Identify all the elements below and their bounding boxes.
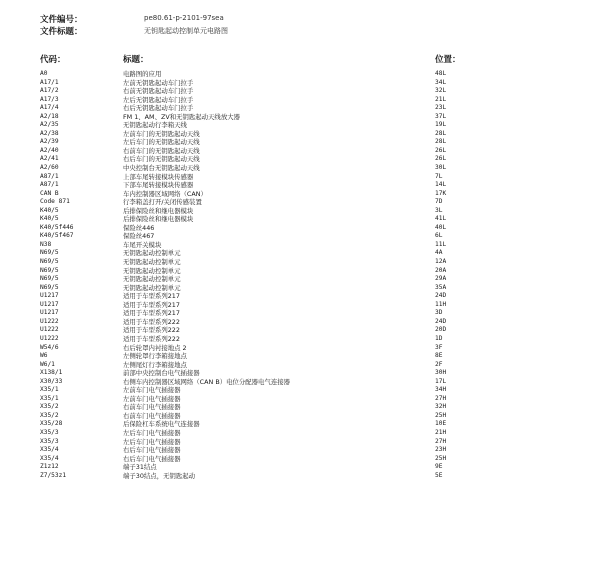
component-code: A87/1: [40, 172, 59, 180]
component-title: 左后无钥匙起动车门拉手: [123, 95, 194, 104]
component-code: N69/5: [40, 283, 59, 291]
component-position: 17K: [435, 189, 447, 197]
component-position: 35A: [435, 283, 447, 291]
component-title: 右后车门电气插接器: [123, 454, 181, 463]
table-row: [0, 395, 601, 404]
component-code: X30/33: [40, 377, 63, 385]
component-title: 左前车门电气插接器: [123, 386, 181, 395]
component-position: 11H: [435, 300, 447, 308]
table-row: [0, 386, 601, 395]
component-title: 左侧尾灯行李箱接地点: [123, 360, 187, 369]
component-position: 6L: [435, 232, 443, 240]
component-list: [0, 70, 601, 480]
component-position: 26L: [435, 155, 447, 163]
component-title: FM 1、AM、ZV和无钥匙起动天线放大器: [123, 112, 240, 121]
component-position: 34L: [435, 78, 447, 86]
component-code: X35/2: [40, 411, 59, 419]
component-position: 25H: [435, 411, 447, 419]
table-row: [0, 104, 601, 113]
component-position: 21H: [435, 428, 447, 436]
component-position: 32L: [435, 87, 447, 95]
doc-title-value: 无钥匙起动控制单元电路图: [144, 27, 228, 35]
table-row: [0, 284, 601, 293]
component-code: W6/1: [40, 360, 55, 368]
component-title: 右后车门的无钥匙起动天线: [123, 155, 200, 164]
table-row: [0, 412, 601, 421]
component-position: 3L: [435, 206, 443, 214]
component-position: 27H: [435, 437, 447, 445]
doc-number-value: pe80.61-p-2101-97sea: [144, 14, 224, 22]
component-code: A17/3: [40, 95, 59, 103]
table-row: [0, 335, 601, 344]
component-title: 右前车门电气插接器: [123, 403, 181, 412]
component-code: U1222: [40, 317, 59, 325]
table-row: [0, 344, 601, 353]
component-code: K40/5: [40, 206, 59, 214]
component-position: 1D: [435, 334, 443, 342]
component-code: U1217: [40, 292, 59, 300]
table-row: [0, 275, 601, 284]
component-title: 无钥匙起动行李箱天线: [123, 121, 187, 130]
component-title: 无钥匙起动控制单元: [123, 249, 181, 258]
table-row: [0, 455, 601, 464]
component-code: X35/3: [40, 428, 59, 436]
component-code: N69/5: [40, 275, 59, 283]
component-position: 30L: [435, 164, 447, 172]
component-title: 无钥匙起动控制单元: [123, 258, 181, 267]
component-title: 右后车门电气插接器: [123, 446, 181, 455]
doc-title-label: 文件标题：: [40, 27, 83, 37]
component-title: 右前车门电气插接器: [123, 411, 181, 420]
component-title: 端子30结点，无钥匙起动: [123, 471, 196, 480]
component-position: 40L: [435, 223, 447, 231]
component-code: Z1z12: [40, 463, 59, 471]
component-position: 3F: [435, 343, 443, 351]
component-title: 中央控制台无钥匙起动天线: [123, 164, 200, 173]
table-row: [0, 326, 601, 335]
component-position: 30H: [435, 369, 447, 377]
table-row: [0, 267, 601, 276]
component-title: 右前车门的无钥匙起动天线: [123, 146, 200, 155]
component-position: 27H: [435, 394, 447, 402]
component-code: N69/5: [40, 258, 59, 266]
component-position: 9E: [435, 463, 443, 471]
component-position: 24D: [435, 292, 447, 300]
component-code: X35/2: [40, 403, 59, 411]
component-title: 适用于车型系列217: [123, 300, 180, 309]
table-row: [0, 155, 601, 164]
component-code: K40/5f467: [40, 232, 74, 240]
table-row: [0, 224, 601, 233]
component-code: X35/28: [40, 420, 63, 428]
component-position: 20A: [435, 266, 447, 274]
component-title: 无钥匙起动控制单元: [123, 266, 181, 275]
table-row: [0, 241, 601, 250]
component-position: 11L: [435, 240, 447, 248]
component-title: 后排保险丝和继电器模块: [123, 215, 194, 224]
table-row: [0, 96, 601, 105]
table-row: [0, 472, 601, 481]
column-header-title: 标题：: [123, 55, 149, 65]
component-code: W6: [40, 352, 48, 360]
component-code: A2/35: [40, 121, 59, 129]
component-title: 左前车门的无钥匙起动天线: [123, 129, 200, 138]
table-row: [0, 318, 601, 327]
component-code: U1222: [40, 334, 59, 342]
component-position: 28L: [435, 138, 447, 146]
component-code: K40/5: [40, 215, 59, 223]
component-code: N69/5: [40, 249, 59, 257]
component-title: 右后轮罩内衬接地点 2: [123, 343, 187, 352]
component-position: 29A: [435, 275, 447, 283]
doc-title-row: [40, 25, 83, 37]
component-position: 32H: [435, 403, 447, 411]
table-row: [0, 232, 601, 241]
component-title: 后排保险丝和继电器模块: [123, 206, 194, 215]
component-position: 5E: [435, 471, 443, 479]
component-code: X35/4: [40, 446, 59, 454]
component-position: 20D: [435, 326, 447, 334]
component-title: 无钥匙起动控制单元: [123, 275, 181, 284]
component-position: 10E: [435, 420, 447, 428]
table-row: [0, 121, 601, 130]
component-code: A0: [40, 70, 48, 77]
table-row: [0, 79, 601, 88]
table-row: [0, 70, 601, 79]
component-title: 左后车门电气插接器: [123, 428, 181, 437]
component-title: 后保险杠车系统电气连接器: [123, 420, 200, 429]
table-row: [0, 207, 601, 216]
component-position: 8E: [435, 352, 443, 360]
component-position: 17L: [435, 377, 447, 385]
table-row: [0, 215, 601, 224]
component-position: 28L: [435, 129, 447, 137]
table-row: [0, 130, 601, 139]
component-code: A17/1: [40, 78, 59, 86]
column-header-position: 位置：: [435, 55, 461, 65]
component-code: A17/4: [40, 104, 59, 112]
component-position: 23L: [435, 104, 447, 112]
component-title: 电路图的应用: [123, 70, 162, 78]
component-title: 适用于车型系列217: [123, 309, 180, 318]
table-row: [0, 147, 601, 156]
component-title: 保险丝446: [123, 223, 155, 232]
component-position: 2F: [435, 360, 443, 368]
table-row: [0, 258, 601, 267]
component-title: 保险丝467: [123, 232, 155, 241]
table-row: [0, 378, 601, 387]
component-code: A2/40: [40, 146, 59, 154]
component-title: 车尾开关模块: [123, 240, 162, 249]
table-row: [0, 463, 601, 472]
table-row: [0, 113, 601, 122]
component-code: A2/38: [40, 129, 59, 137]
component-code: Z7/53z1: [40, 471, 67, 479]
component-title: 左侧轮罩行李箱接地点: [123, 352, 187, 361]
component-position: 25H: [435, 454, 447, 462]
table-row: [0, 173, 601, 182]
table-row: [0, 138, 601, 147]
table-row: [0, 181, 601, 190]
component-position: 21L: [435, 95, 447, 103]
component-title: 左后车门的无钥匙起动天线: [123, 138, 200, 147]
table-row: [0, 198, 601, 207]
table-row: [0, 429, 601, 438]
component-position: 3D: [435, 309, 443, 317]
table-row: [0, 369, 601, 378]
component-position: 24D: [435, 317, 447, 325]
component-code: X35/4: [40, 454, 59, 462]
component-code: A2/60: [40, 164, 59, 172]
component-position: 14L: [435, 181, 447, 189]
table-row: [0, 446, 601, 455]
component-title: 行李箱盖打开/关闭传感装置: [123, 198, 202, 207]
component-title: 端子31结点: [123, 463, 157, 472]
table-row: [0, 403, 601, 412]
column-header-code: 代码：: [40, 55, 66, 65]
component-code: A87/1: [40, 181, 59, 189]
component-title: 左前无钥匙起动车门拉手: [123, 78, 194, 87]
component-position: 7L: [435, 172, 443, 180]
component-position: 48L: [435, 70, 447, 77]
component-title: 左后车门电气插接器: [123, 437, 181, 446]
component-title: 适用于车型系列217: [123, 292, 180, 301]
component-code: A17/2: [40, 87, 59, 95]
component-code: CAN B: [40, 189, 59, 197]
table-row: [0, 438, 601, 447]
component-title: 无钥匙起动控制单元: [123, 283, 181, 292]
component-code: X35/3: [40, 437, 59, 445]
table-row: [0, 292, 601, 301]
component-position: 19L: [435, 121, 447, 129]
component-title: 适用于车型系列222: [123, 317, 180, 326]
component-title: 适用于车型系列222: [123, 326, 180, 335]
component-position: 23H: [435, 446, 447, 454]
component-position: 12A: [435, 258, 447, 266]
component-code: N69/5: [40, 266, 59, 274]
component-code: X138/1: [40, 369, 63, 377]
table-row: [0, 301, 601, 310]
component-code: U1222: [40, 326, 59, 334]
table-row: [0, 190, 601, 199]
component-code: Code 871: [40, 198, 70, 206]
component-code: A2/39: [40, 138, 59, 146]
component-title: 下部车尾转接模块传感器: [123, 181, 194, 190]
component-code: A2/18: [40, 112, 59, 120]
table-row: [0, 87, 601, 96]
component-code: W54/6: [40, 343, 59, 351]
table-row: [0, 352, 601, 361]
component-code: N38: [40, 240, 52, 248]
component-code: U1217: [40, 309, 59, 317]
component-title: 左前车门电气插接器: [123, 394, 181, 403]
component-position: 4A: [435, 249, 443, 257]
component-title: 右侧车内控制器区域网络（CAN B）电位分配器电气连接器: [123, 377, 291, 386]
component-position: 26L: [435, 146, 447, 154]
doc-number-label: 文件编号：: [40, 15, 83, 25]
doc-number-row: [40, 13, 83, 25]
component-code: U1217: [40, 300, 59, 308]
component-title: 前部中央控制台电气插接器: [123, 369, 200, 378]
component-position: 41L: [435, 215, 447, 223]
table-row: [0, 249, 601, 258]
table-row: [0, 361, 601, 370]
table-row: [0, 164, 601, 173]
component-title: 车内控制器区域网络（CAN）: [123, 189, 207, 198]
component-position: 7D: [435, 198, 443, 206]
table-row: [0, 420, 601, 429]
component-position: 34H: [435, 386, 447, 394]
component-position: 37L: [435, 112, 447, 120]
component-code: A2/41: [40, 155, 59, 163]
table-row: [0, 309, 601, 318]
component-title: 适用于车型系列222: [123, 334, 180, 343]
component-code: K40/5f446: [40, 223, 74, 231]
component-code: X35/1: [40, 394, 59, 402]
component-title: 右前无钥匙起动车门拉手: [123, 87, 194, 96]
component-code: X35/1: [40, 386, 59, 394]
component-title: 上部车尾转接模块传感器: [123, 172, 194, 181]
component-title: 右后无钥匙起动车门拉手: [123, 104, 194, 113]
